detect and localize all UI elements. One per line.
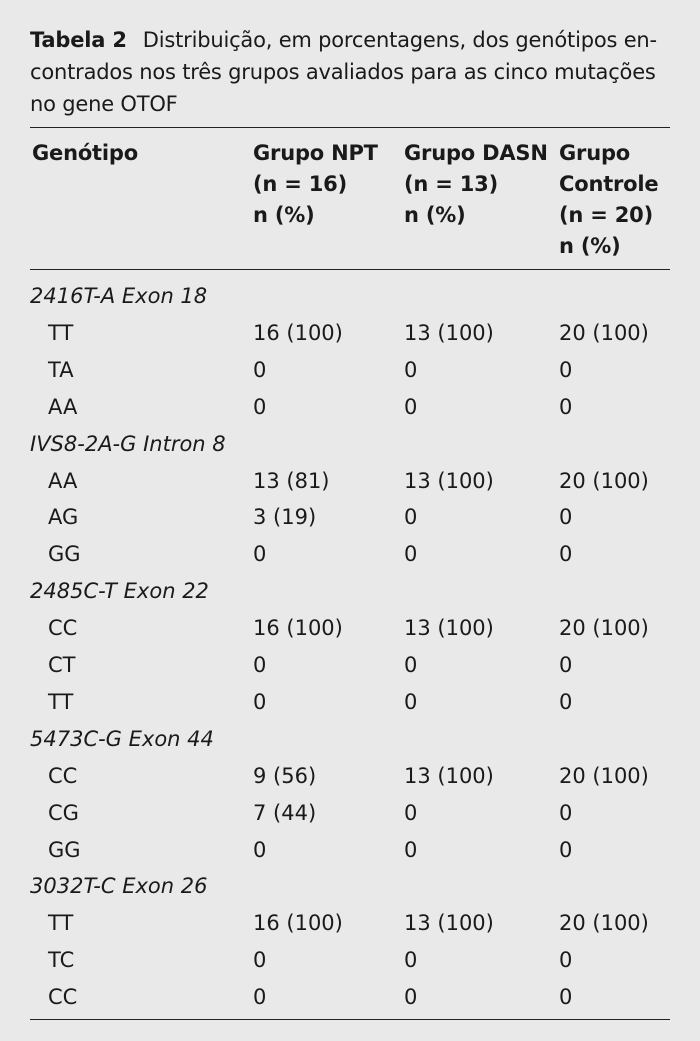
dasn-cell: 0 [404,542,418,567]
controle-cell: 0 [559,948,573,973]
dasn-cell: 13 (100) [404,320,494,345]
npt-cell: 7 (44) [253,800,317,825]
table-row [0,942,700,978]
section-row [0,426,700,462]
section-title: IVS8-2A-G Intron 8 [30,431,226,456]
table-row [0,795,700,831]
table-caption [30,24,675,120]
table-row [0,758,700,794]
header-text: Grupo DASN [404,141,548,165]
table-row [0,389,700,425]
controle-cell: 20 (100) [559,911,649,936]
genotype-cell: AG [48,505,79,530]
controle-cell: 20 (100) [559,320,649,345]
npt-cell: 9 (56) [253,763,317,788]
npt-cell: 0 [253,689,267,714]
header-text: (n = 16) [253,172,347,196]
controle-cell: 20 (100) [559,616,649,641]
genotype-cell: CC [48,616,78,641]
header-genotipo [32,138,138,169]
section-title: 3032T-C Exon 26 [30,874,208,899]
genotype-cell: CG [48,800,79,825]
section-title: 5473C-G Exon 44 [30,726,214,751]
table-row [0,610,700,646]
table-row [0,315,700,351]
header-npt [253,138,378,231]
controle-cell: 0 [559,394,573,419]
npt-cell: 16 (100) [253,320,343,345]
dasn-cell: 13 (100) [404,763,494,788]
table-row [0,352,700,388]
npt-cell: 13 (81) [253,468,330,493]
header-text: Grupo NPT [253,141,378,165]
genotype-cell: AA [48,468,78,493]
npt-cell: 0 [253,394,267,419]
controle-cell: 0 [559,357,573,382]
npt-cell: 0 [253,357,267,382]
genotype-cell: CC [48,985,78,1010]
header-text: (n = 13) [404,172,498,196]
dasn-cell: 0 [404,800,418,825]
caption-line: Distribuição, em porcentagens, dos genótipos en- [142,28,657,52]
dasn-cell: 13 (100) [404,468,494,493]
controle-cell: 0 [559,985,573,1010]
npt-cell: 0 [253,948,267,973]
npt-cell: 0 [253,985,267,1010]
npt-cell: 16 (100) [253,911,343,936]
genotype-cell: TA [48,357,74,382]
table-row [0,463,700,499]
npt-cell: 3 (19) [253,505,317,530]
header-text: n (%) [404,203,466,227]
dasn-cell: 0 [404,689,418,714]
controle-cell: 0 [559,689,573,714]
dasn-cell: 0 [404,394,418,419]
dasn-cell: 0 [404,985,418,1010]
genotype-cell: GG [48,837,81,862]
genotype-cell: TT [48,689,74,714]
section-title: 2416T-A Exon 18 [30,284,208,308]
caption-line: contrados nos três grupos avaliados para as cinco mutações [30,60,656,84]
genotype-cell: GG [48,542,81,567]
controle-cell: 20 (100) [559,763,649,788]
table-row [0,499,700,535]
controle-cell: 0 [559,505,573,530]
top-rule [30,127,670,128]
header-text: (n = 20) [559,203,653,227]
caption-line: no gene OTOF [30,92,178,116]
header-rule [30,269,670,270]
genotype-cell: CC [48,763,78,788]
table-row [0,684,700,720]
dasn-cell: 13 (100) [404,911,494,936]
genotype-cell: CT [48,653,76,677]
controle-cell: 0 [559,837,573,862]
npt-cell: 0 [253,542,267,567]
section-row [0,868,700,904]
bottom-rule [30,1019,670,1020]
table-label: Tabela 2 [30,28,127,52]
genotype-cell: TT [48,320,74,345]
header-text: Grupo [559,141,631,165]
dasn-cell: 0 [404,357,418,382]
table-row [0,647,700,683]
table-row [0,536,700,572]
npt-cell: 16 (100) [253,616,343,641]
section-title: 2485C-T Exon 22 [30,579,209,604]
dasn-cell: 0 [404,948,418,973]
dasn-cell: 0 [404,653,418,677]
genotype-cell: AA [48,394,78,419]
header-text: n (%) [253,203,315,227]
header-text: n (%) [559,234,621,258]
dasn-cell: 13 (100) [404,616,494,641]
header-dasn [404,138,548,231]
header-genotipo-text: Genótipo [32,141,138,165]
controle-cell: 0 [559,542,573,567]
controle-cell: 0 [559,800,573,825]
table-row [0,905,700,941]
table-row [0,979,700,1015]
controle-cell: 20 (100) [559,468,649,493]
header-controle [559,138,658,262]
npt-cell: 0 [253,653,267,677]
genotype-cell: TT [48,911,74,936]
genotype-cell: TC [48,948,75,973]
header-text: Controle [559,172,659,196]
table-row [0,832,700,868]
section-row [0,278,700,314]
controle-cell: 0 [559,653,573,677]
section-row [0,721,700,757]
dasn-cell: 0 [404,837,418,862]
section-row [0,573,700,609]
dasn-cell: 0 [404,505,418,530]
npt-cell: 0 [253,837,267,862]
